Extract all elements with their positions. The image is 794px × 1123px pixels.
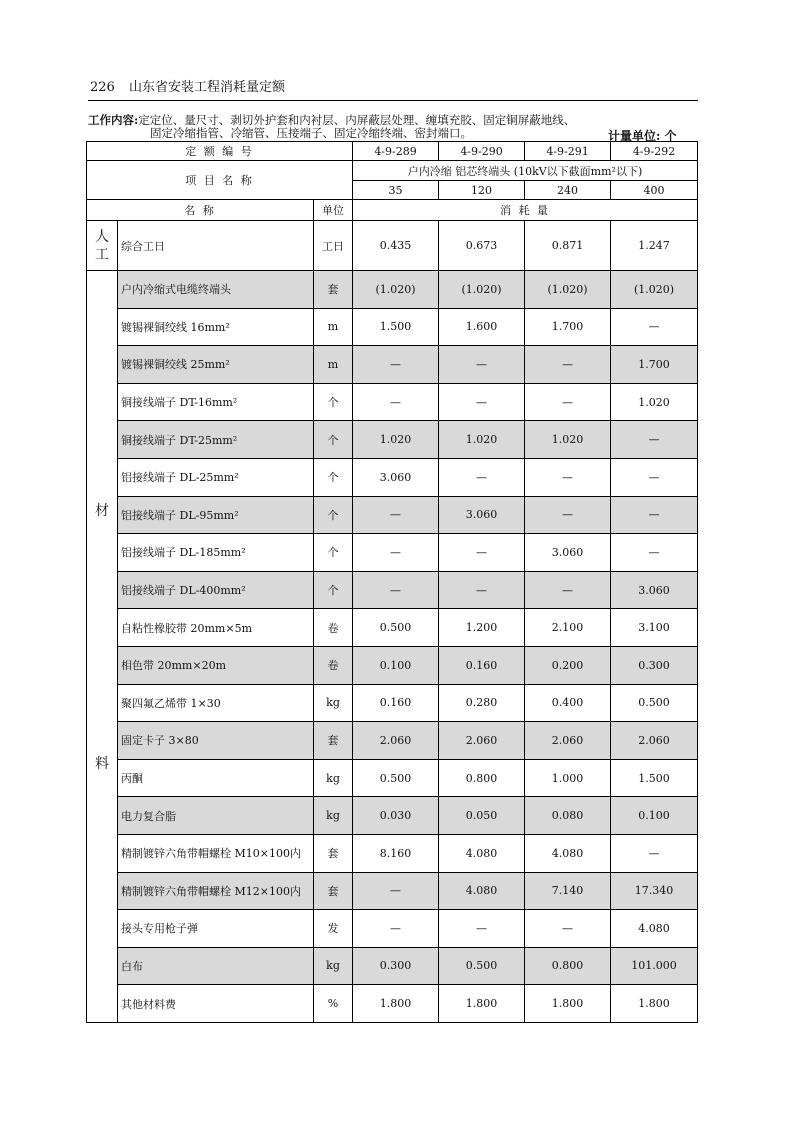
material-value: — xyxy=(525,910,611,948)
size-value: 400 xyxy=(611,181,698,200)
material-name: 自粘性橡胶带 20mm×5m xyxy=(118,609,314,647)
size-value: 240 xyxy=(525,181,611,200)
labor-unit: 工日 xyxy=(314,221,353,271)
material-value: 1.800 xyxy=(611,985,698,1023)
material-value: 0.100 xyxy=(611,797,698,835)
material-value: 0.500 xyxy=(611,684,698,722)
material-value: 0.080 xyxy=(525,797,611,835)
material-value: 1.800 xyxy=(353,985,439,1023)
quota-code: 4-9-290 xyxy=(439,142,525,161)
labor-char-2: 工 xyxy=(95,246,109,263)
material-value: 0.160 xyxy=(353,684,439,722)
material-row xyxy=(87,383,698,421)
material-value: — xyxy=(353,910,439,948)
material-value: — xyxy=(353,534,439,572)
labor-value: 1.247 xyxy=(611,221,698,271)
material-unit: 套 xyxy=(314,722,353,760)
material-value: 1.500 xyxy=(611,759,698,797)
material-value: — xyxy=(439,458,525,496)
material-name: 其他材料费 xyxy=(118,985,314,1023)
header-rule xyxy=(88,100,698,101)
material-value: — xyxy=(611,421,698,459)
material-unit: kg xyxy=(314,947,353,985)
material-value: 3.060 xyxy=(611,571,698,609)
material-value: — xyxy=(525,496,611,534)
material-value: — xyxy=(611,308,698,346)
labor-group-label xyxy=(87,221,118,271)
material-value: — xyxy=(439,571,525,609)
material-value: 0.050 xyxy=(439,797,525,835)
material-unit: 发 xyxy=(314,910,353,948)
material-value: — xyxy=(611,834,698,872)
material-row xyxy=(87,722,698,760)
material-name: 铝接线端子 DL-185mm² xyxy=(118,534,314,572)
material-value: 2.060 xyxy=(439,722,525,760)
material-value: 0.160 xyxy=(439,646,525,684)
labor-value: 0.673 xyxy=(439,221,525,271)
material-unit: 个 xyxy=(314,496,353,534)
material-name: 镀锡裸铜绞线 16mm² xyxy=(118,308,314,346)
material-row xyxy=(87,985,698,1023)
material-name: 铜接线端子 DT-16mm² xyxy=(118,383,314,421)
material-unit: kg xyxy=(314,759,353,797)
material-value: 3.060 xyxy=(439,496,525,534)
material-row xyxy=(87,346,698,384)
material-value: 2.060 xyxy=(353,722,439,760)
material-value: 2.100 xyxy=(525,609,611,647)
material-value: (1.020) xyxy=(439,271,525,309)
material-value: — xyxy=(611,534,698,572)
material-value: 1.600 xyxy=(439,308,525,346)
material-unit: m xyxy=(314,308,353,346)
material-row xyxy=(87,271,698,309)
material-value: — xyxy=(353,872,439,910)
material-name: 相色带 20mm×20m xyxy=(118,646,314,684)
quota-code: 4-9-289 xyxy=(353,142,439,161)
material-unit: 个 xyxy=(314,458,353,496)
material-group-label xyxy=(87,271,118,1023)
material-row xyxy=(87,421,698,459)
material-name: 固定卡子 3×80 xyxy=(118,722,314,760)
labor-value: 0.871 xyxy=(525,221,611,271)
col-header-consumption: 消 耗 量 xyxy=(353,200,698,221)
material-value: 3.060 xyxy=(353,458,439,496)
quota-number-label: 定 额 编 号 xyxy=(87,142,353,161)
material-row xyxy=(87,910,698,948)
material-value: 1.800 xyxy=(439,985,525,1023)
material-name: 铝接线端子 DL-95mm² xyxy=(118,496,314,534)
material-value: 0.500 xyxy=(353,759,439,797)
material-value: — xyxy=(439,346,525,384)
material-row xyxy=(87,646,698,684)
material-unit: % xyxy=(314,985,353,1023)
material-name: 铝接线端子 DL-400mm² xyxy=(118,571,314,609)
material-value: 4.080 xyxy=(611,910,698,948)
material-value: — xyxy=(439,910,525,948)
item-name-label: 项 目 名 称 xyxy=(87,161,353,200)
quota-code: 4-9-291 xyxy=(525,142,611,161)
material-value: 4.080 xyxy=(439,834,525,872)
material-name: 接头专用枪子弹 xyxy=(118,910,314,948)
material-row xyxy=(87,609,698,647)
material-value: — xyxy=(353,346,439,384)
material-value: — xyxy=(525,346,611,384)
material-unit: m xyxy=(314,346,353,384)
material-value: 1.020 xyxy=(525,421,611,459)
material-value: 0.200 xyxy=(525,646,611,684)
material-value: — xyxy=(353,571,439,609)
size-value: 120 xyxy=(439,181,525,200)
material-row xyxy=(87,797,698,835)
material-row xyxy=(87,834,698,872)
material-unit: 个 xyxy=(314,571,353,609)
material-value: — xyxy=(611,496,698,534)
material-name: 聚四氟乙烯带 1×30 xyxy=(118,684,314,722)
material-value: 1.020 xyxy=(611,383,698,421)
material-value: 7.140 xyxy=(525,872,611,910)
material-value: 4.080 xyxy=(439,872,525,910)
material-value: — xyxy=(611,458,698,496)
material-value: 3.060 xyxy=(525,534,611,572)
material-name: 户内冷缩式电缆终端头 xyxy=(118,271,314,309)
material-value: 0.300 xyxy=(353,947,439,985)
material-value: 101.000 xyxy=(611,947,698,985)
material-row xyxy=(87,872,698,910)
material-unit: kg xyxy=(314,684,353,722)
material-unit: 个 xyxy=(314,383,353,421)
col-header-unit: 单位 xyxy=(314,200,353,221)
material-value: 1.800 xyxy=(525,985,611,1023)
material-value: 0.800 xyxy=(439,759,525,797)
quota-table-body xyxy=(87,142,698,1023)
quota-code: 4-9-292 xyxy=(611,142,698,161)
material-value: (1.020) xyxy=(353,271,439,309)
col-header-name: 名 称 xyxy=(87,200,314,221)
material-value: 1.000 xyxy=(525,759,611,797)
material-char-1: 材 xyxy=(95,503,109,520)
material-row xyxy=(87,534,698,572)
material-value: 0.030 xyxy=(353,797,439,835)
material-value: (1.020) xyxy=(611,271,698,309)
material-unit: kg xyxy=(314,797,353,835)
material-value: — xyxy=(525,571,611,609)
material-char-2: 料 xyxy=(95,756,109,773)
material-value: 1.020 xyxy=(439,421,525,459)
quota-table xyxy=(86,141,698,1023)
labor-name: 综合工日 xyxy=(118,221,314,271)
labor-char-1: 人 xyxy=(95,228,109,245)
material-value: — xyxy=(525,458,611,496)
material-value: 0.280 xyxy=(439,684,525,722)
material-value: 2.060 xyxy=(611,722,698,760)
material-row xyxy=(87,458,698,496)
work-content-label: 工作内容: xyxy=(88,113,139,127)
material-value: — xyxy=(439,534,525,572)
work-content-line2: 固定冷缩指管、冷缩管、压接端子、固定冷缩终端、密封端口。 xyxy=(150,126,472,140)
measure-unit: 计量单位: 个 xyxy=(608,129,677,143)
material-value: 1.700 xyxy=(525,308,611,346)
material-unit: 卷 xyxy=(314,609,353,647)
material-name: 精制镀锌六角带帽螺栓 M10×100内 xyxy=(118,834,314,872)
material-value: 1.200 xyxy=(439,609,525,647)
material-unit: 个 xyxy=(314,534,353,572)
material-row xyxy=(87,684,698,722)
material-value: 1.700 xyxy=(611,346,698,384)
material-value: 2.060 xyxy=(525,722,611,760)
work-content-line1: 定定位、量尺寸、剥切外护套和内衬层、内屏蔽层处理、缠填充胶、固定铜屏蔽地线、 xyxy=(138,113,576,127)
material-value: — xyxy=(525,383,611,421)
material-value: 17.340 xyxy=(611,872,698,910)
material-value: 0.300 xyxy=(611,646,698,684)
material-row xyxy=(87,759,698,797)
material-name: 铝接线端子 DL-25mm² xyxy=(118,458,314,496)
item-description: 户内冷缩 铝芯终端头 (10kV以下截面mm²以下) xyxy=(353,161,698,181)
material-value: 0.100 xyxy=(353,646,439,684)
material-unit: 套 xyxy=(314,834,353,872)
size-value: 35 xyxy=(353,181,439,200)
material-value: — xyxy=(353,383,439,421)
material-value: 0.500 xyxy=(353,609,439,647)
material-value: 8.160 xyxy=(353,834,439,872)
material-value: 1.020 xyxy=(353,421,439,459)
book-title: 山东省安装工程消耗量定额 xyxy=(128,80,285,95)
material-row xyxy=(87,496,698,534)
labor-value: 0.435 xyxy=(353,221,439,271)
page-number: 226 xyxy=(90,80,115,95)
material-value: 0.800 xyxy=(525,947,611,985)
material-unit: 个 xyxy=(314,421,353,459)
material-row xyxy=(87,571,698,609)
material-name: 白布 xyxy=(118,947,314,985)
material-value: 1.500 xyxy=(353,308,439,346)
material-row xyxy=(87,947,698,985)
material-name: 精制镀锌六角带帽螺栓 M12×100内 xyxy=(118,872,314,910)
material-value: 0.500 xyxy=(439,947,525,985)
material-value: 0.400 xyxy=(525,684,611,722)
material-unit: 卷 xyxy=(314,646,353,684)
material-row xyxy=(87,308,698,346)
material-value: — xyxy=(353,496,439,534)
material-unit: 套 xyxy=(314,872,353,910)
material-name: 铜接线端子 DT-25mm² xyxy=(118,421,314,459)
material-value: — xyxy=(439,383,525,421)
page-header xyxy=(90,76,285,95)
material-value: 3.100 xyxy=(611,609,698,647)
material-value: 4.080 xyxy=(525,834,611,872)
material-unit: 套 xyxy=(314,271,353,309)
material-value: (1.020) xyxy=(525,271,611,309)
material-name: 镀锡裸铜绞线 25mm² xyxy=(118,346,314,384)
material-name: 丙酮 xyxy=(118,759,314,797)
material-name: 电力复合脂 xyxy=(118,797,314,835)
